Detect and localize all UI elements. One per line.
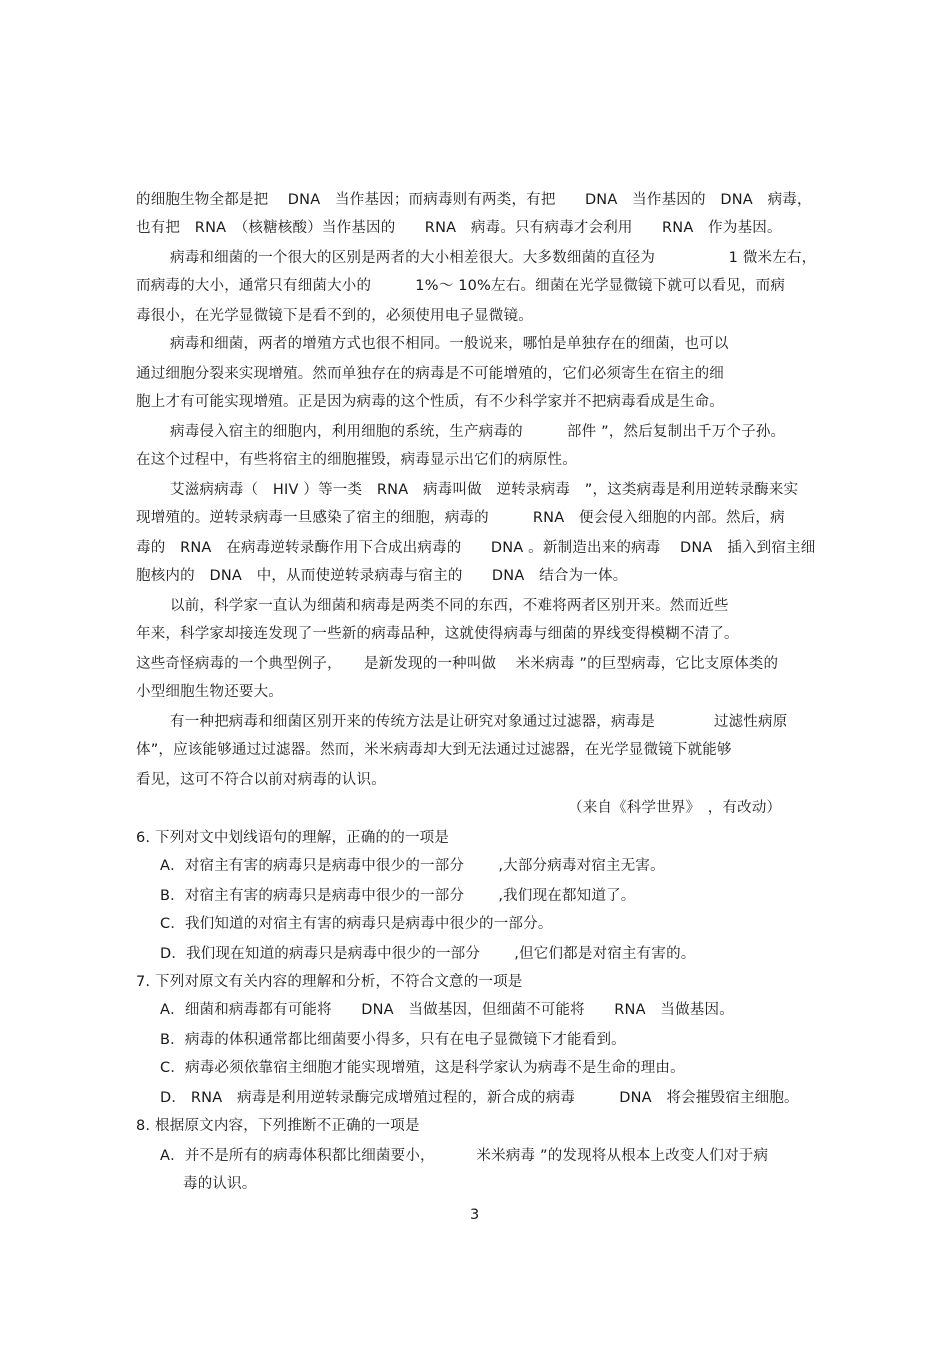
passage-line: 的细胞生物全都是把 DNA 当作基因；而病毒则有两类，有把 DNA 当作基因的 DNA 病毒， bbox=[136, 192, 812, 208]
passage-line: 胞核内的 DNA 中，从而使逆转录病毒与宿主的 DNA 结合为一体。 bbox=[136, 568, 628, 584]
passage-line: 现增殖的。逆转录病毒一旦感染了宿主的细胞，病毒的 RNA 便会侵入细胞的内部。然后，病 bbox=[136, 510, 785, 526]
passage-line: 这些奇怪病毒的一个典型例子， 是新发现的一种叫做 米米病毒 ”的巨型病毒，它比支原体类的 bbox=[136, 656, 779, 672]
passage-line: 以前，科学家一直认为细菌和病毒是两类不同的东西，不难将两者区别开来。然而近些 bbox=[170, 598, 729, 614]
passage-line: 艾滋病病毒（ HIV ）等一类 RNA 病毒叫做 逆转录病毒 ”，这类病毒是利用逆转录酶来实 bbox=[170, 482, 799, 498]
question-8-option-a: A．并不是所有的病毒体积都比细菌要小， 米米病毒 ”的发现将从根本上改变人们对于病 bbox=[160, 1148, 769, 1164]
passage-line: 有一种把病毒和细菌区别开来的传统方法是让研究对象通过过滤器，病毒是 过滤性病原 bbox=[170, 714, 788, 730]
passage-line: 年来，科学家却接连发现了一些新的病毒品种，这就使得病毒与细菌的界线变得模糊不清了。 bbox=[136, 626, 739, 642]
passage-source: （来自《科学世界》 ，有改动） bbox=[568, 800, 782, 816]
passage-line: 小型细胞生物还要大。 bbox=[136, 684, 283, 700]
passage-line: 病毒和细菌的一个很大的区别是两者的大小相差很大。大多数细菌的直径为 1 微米左右， bbox=[170, 250, 817, 266]
question-7-option-b: B．病毒的体积通常都比细菌要小得多，只有在电子显微镜下才能看到。 bbox=[160, 1032, 626, 1048]
question-7-option-c: C．病毒必须依靠宿主细胞才能实现增殖，这是科学家认为病毒不是生命的理由。 bbox=[160, 1060, 685, 1076]
passage-line: 而病毒的大小，通常只有细菌大小的 1%～ 10%左右。细菌在光学显微镜下就可以看见，而病 bbox=[136, 278, 786, 294]
question-6-option-c: C．我们知道的对宿主有害的病毒只是病毒中很少的一部分。 bbox=[160, 916, 553, 932]
question-6-option-a: A．对宿主有害的病毒只是病毒中很少的一部分 ,大部分病毒对宿主无害。 bbox=[160, 858, 665, 874]
passage-line: 毒很小，在光学显微镜下是看不到的，必须使用电子显微镜。 bbox=[136, 308, 533, 324]
passage-line: 看见，这可不符合以前对病毒的认识。 bbox=[136, 772, 386, 788]
passage-line: 病毒和细菌，两者的增殖方式也很不相同。一般说来，哪怕是单独存在的细菌，也可以 bbox=[170, 336, 729, 352]
question-8-option-a-cont: 毒的认识。 bbox=[183, 1176, 257, 1192]
passage-line: 病毒侵入宿主的细胞内，利用细胞的系统，生产病毒的 部件 ”，然后复制出千万个子孙。 bbox=[170, 424, 786, 440]
passage-line: 通过细胞分裂来实现增殖。然而单独存在的病毒是不可能增殖的，它们必须寄生在宿主的细 bbox=[136, 366, 724, 382]
question-6-option-d: D．我们现在知道的病毒只是病毒中很少的一部分 ,但它们都是对宿主有害的。 bbox=[160, 946, 696, 962]
question-stem-7: 7. 下列对原文有关内容的理解和分析，不符合文意的一项是 bbox=[136, 974, 523, 990]
passage-line: 胞上才有可能实现增殖。正是因为病毒的这个性质，有不少科学家并不把病毒看成是生命。 bbox=[136, 394, 724, 410]
passage-line: 在这个过程中，有些将宿主的细胞摧毁，病毒显示出它们的病原性。 bbox=[136, 452, 577, 468]
question-6-option-b: B．对宿主有害的病毒只是病毒中很少的一部分 ,我们现在都知道了。 bbox=[160, 888, 636, 904]
page-number: 3 bbox=[470, 1207, 480, 1223]
question-stem-6: 6. 下列对文中划线语句的理解，正确的的一项是 bbox=[136, 830, 450, 846]
passage-line: 毒的 RNA 在病毒逆转录酶作用下合成出病毒的 DNA 。新制造出来的病毒 DNA 插入到宿主细 bbox=[136, 540, 816, 556]
question-stem-8: 8. 根据原文内容，下列推断不正确的一项是 bbox=[136, 1118, 420, 1134]
question-7-option-a: A．细菌和病毒都有可能将 DNA 当做基因，但细菌不可能将 RNA 当做基因。 bbox=[160, 1002, 734, 1018]
question-7-option-d: D． RNA 病毒是利用逆转录酶完成增殖过程的，新合成的病毒 DNA 将会摧毁宿主细胞。 bbox=[160, 1090, 799, 1106]
passage-line: 体”，应该能够通过过滤器。然而，米米病毒却大到无法通过过滤器，在光学显微镜下就能够 bbox=[136, 742, 732, 758]
passage-line: 也有把 RNA （核糖核酸）当作基因的 RNA 病毒。只有病毒才会利用 RNA 作为基因。 bbox=[136, 220, 782, 236]
